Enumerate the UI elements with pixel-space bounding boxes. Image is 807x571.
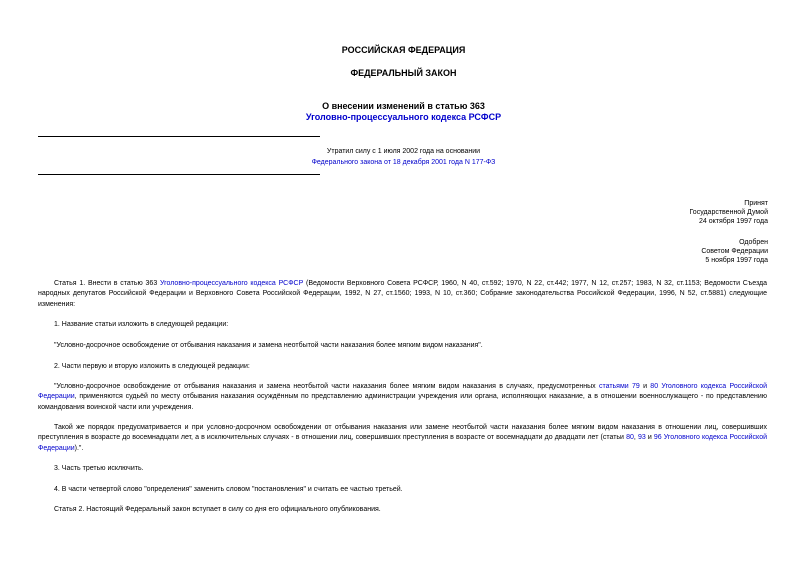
law-title: О внесении изменений в статью 363 (322, 101, 485, 111)
approved-label: Одобрен (739, 239, 768, 246)
article-2-paragraph: Статья 2. Настоящий Федеральный закон вступает в силу со дня его официального опубликования. (54, 506, 381, 513)
accepted-label: Принят (744, 200, 768, 207)
article-96-criminal-code-link[interactable]: 96 Уголовного кодекса Российской Федерации (38, 434, 767, 452)
country-heading: РОССИЙСКАЯ ФЕДЕРАЦИЯ (341, 45, 466, 55)
code-title-link[interactable]: Уголовно-процессуального кодекса РСФСР (305, 112, 502, 122)
item-3: 3. Часть третью исключить. (54, 465, 144, 472)
accepted-by: Государственной Думой (689, 209, 768, 216)
item-2: 2. Части первую и вторую изложить в следующей редакции: (54, 363, 250, 370)
code-link[interactable]: Уголовно-процессуального кодекса РСФСР (160, 280, 304, 287)
new-part-one-paragraph: "Условно-досрочное освобождение от отбывания наказания и замена неотбытой части наказания более мягким видом наказания в случаях, предусмотренных статьями 79 и 80 Уголовного кодекса Российской Федерации, применяются судьёй по месту отбывания наказания осуждённым по представлению администрации учреждения или органа, исполняющих наказание, а в отношении военнослужащего - по представлению командования воинской части или учреждения. (38, 383, 767, 411)
accepted-date: 24 октября 1997 года (699, 218, 768, 225)
approved-by: Советом Федерации (701, 248, 768, 255)
article-80-link[interactable]: 80 (626, 434, 634, 442)
repeal-law-link[interactable]: Федерального закона от 18 декабря 2001 года N 177-ФЗ (311, 159, 496, 166)
article-80-criminal-code-link[interactable]: 80 Уголовного кодекса Российской Федерации (38, 383, 767, 401)
bottom-divider (38, 174, 320, 175)
article-1-paragraph: Статья 1. Внести в статью 363 Уголовно-процессуального кодекса РСФСР (Ведомости Верховного Совета РСФСР, 1960, N 40, ст.592; 1970, N 22, ст.442; 1977, N 12, ст.257; 1983, N 32, ст.1153; Ведомости Съезда народных депутатов Российской Федерации и Верховного Совета Российской Федерации, 1992, N 27, ст.1560; 1993, N 10, ст.360; Собрание законодательства Российской Федерации, 1996, N 52, ст.5881) следующие изменения: (38, 280, 767, 308)
article-79-link[interactable]: статьями 79 (598, 383, 640, 390)
item-1: 1. Название статьи изложить в следующей редакции: (54, 321, 229, 328)
item-4: 4. В части четвертой слово "определения" заменить словом "постановления" и считать ее частью третьей. (54, 486, 403, 493)
law-type-heading: ФЕДЕРАЛЬНЫЙ ЗАКОН (350, 68, 457, 78)
article-93-link[interactable]: 93 (637, 434, 646, 442)
adoption-approved-block (701, 238, 768, 265)
top-divider (38, 136, 320, 137)
item-1-quote: "Условно-досрочное освобождение от отбывания наказания и замена неотбытой части наказания более мягким видом наказания". (54, 342, 483, 349)
new-part-two-paragraph: Такой же порядок предусматривается и при условно-досрочном освобождении от отбывания наказания или замене неотбытой части наказания более мягким видом наказания в отношении лиц, совершивших преступления в возрасте до восемнадцати лет, а в исключительных случаях - в отношении лиц, совершивших преступления в возрасте от восемнадцати до двадцати лет (статьи 80, 93 и 96 Уголовного кодекса Российской Федерации).". (38, 424, 767, 452)
adoption-accepted-block (689, 199, 768, 226)
status-note-line1: Утратил силу с 1 июля 2002 года на основании (326, 148, 481, 155)
approved-date: 5 ноября 1997 года (705, 257, 768, 264)
